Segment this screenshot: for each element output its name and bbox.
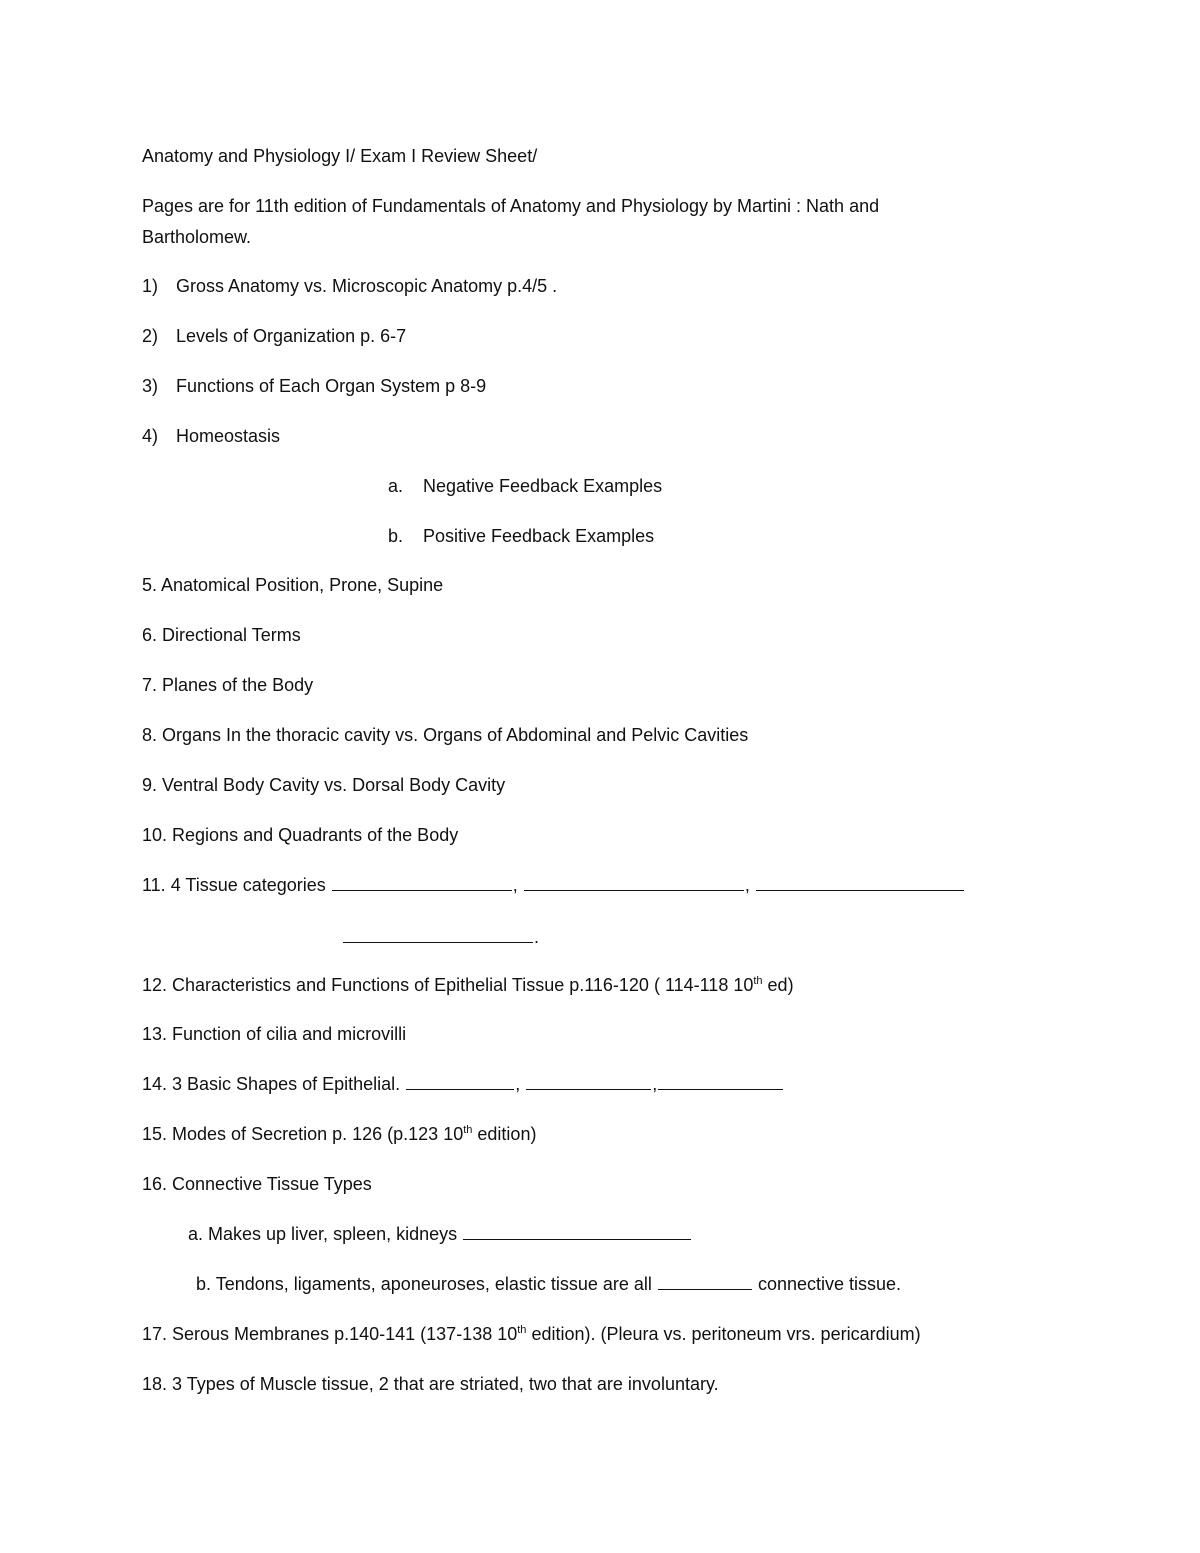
item-text: a. Makes up liver, spleen, kidneys [188, 1224, 458, 1244]
list-item-5: 5. Anatomical Position, Prone, Supine [142, 575, 444, 595]
sub-item-text: Negative Feedback Examples [423, 476, 663, 496]
comma: , [515, 1074, 521, 1094]
fill-in-blank [406, 1088, 514, 1090]
list-item-2 [142, 325, 406, 347]
list-item-11-continued [342, 926, 539, 948]
list-item-7: 7. Planes of the Body [142, 675, 314, 695]
sub-item-b [388, 525, 654, 547]
list-item-16a [188, 1223, 692, 1245]
sub-item-a [388, 475, 662, 497]
item-text: b. Tendons, ligaments, aponeuroses, elastic tissue are all [196, 1274, 652, 1294]
list-item-4 [142, 425, 280, 447]
list-item-17 [142, 1323, 921, 1345]
item-number: 2) [142, 326, 159, 346]
fill-in-blank [524, 889, 744, 891]
list-item-6: 6. Directional Terms [142, 625, 301, 645]
list-item-1 [142, 275, 557, 297]
fill-in-blank [658, 1088, 783, 1090]
list-item-15 [142, 1123, 536, 1145]
comma: , [512, 875, 518, 895]
list-item-11 [142, 874, 965, 896]
list-item-10: 10. Regions and Quadrants of the Body [142, 825, 459, 845]
list-item-13: 13. Function of cilia and microvilli [142, 1024, 407, 1044]
item-text: Gross Anatomy vs. Microscopic Anatomy p.4/5 . [176, 276, 558, 296]
superscript: th [753, 975, 763, 987]
sheet-title: Anatomy and Physiology I/ Exam I Review Sheet/ [142, 146, 538, 166]
list-item-18: 18. 3 Types of Muscle tissue, 2 that are striated, two that are involuntary. [142, 1374, 719, 1394]
sub-item-letter: b. [388, 526, 404, 546]
item-text-end: connective tissue. [757, 1274, 902, 1294]
period: . [534, 927, 540, 947]
item-text: 17. Serous Membranes p.140-141 (137-138 10 [142, 1324, 518, 1344]
superscript: th [517, 1324, 527, 1336]
item-number: 3) [142, 376, 159, 396]
comma: , [744, 875, 750, 895]
sub-item-text: Positive Feedback Examples [423, 526, 655, 546]
fill-in-blank [343, 941, 533, 943]
list-item-16: 16. Connective Tissue Types [142, 1174, 372, 1194]
list-item-14 [142, 1073, 784, 1095]
item-text: Levels of Organization p. 6-7 [176, 326, 407, 346]
fill-in-blank [463, 1238, 691, 1240]
superscript: th [463, 1124, 473, 1136]
item-text-end: edition). (Pleura vs. peritoneum vrs. pericardium) [526, 1324, 921, 1344]
fill-in-blank [658, 1288, 752, 1290]
fill-in-blank [526, 1088, 651, 1090]
item-number: 1) [142, 276, 159, 296]
comma: , [652, 1074, 658, 1094]
fill-in-blank [756, 889, 964, 891]
list-item-16b [196, 1273, 901, 1295]
list-item-3 [142, 375, 486, 397]
sub-item-letter: a. [388, 476, 404, 496]
fill-in-blank [332, 889, 512, 891]
intro-line-2: Bartholomew. [142, 227, 252, 247]
item-text: 15. Modes of Secretion p. 126 (p.123 10 [142, 1124, 464, 1144]
list-item-9: 9. Ventral Body Cavity vs. Dorsal Body Cavity [142, 775, 506, 795]
item-text: Homeostasis [176, 426, 281, 446]
item-text-end: edition) [472, 1124, 537, 1144]
item-text: 11. 4 Tissue categories [142, 875, 326, 895]
item-text-end: ed) [762, 975, 794, 995]
item-text: 12. Characteristics and Functions of Epithelial Tissue p.116-120 ( 114-118 10 [142, 975, 754, 995]
intro-line-1: Pages are for 11th edition of Fundamentals of Anatomy and Physiology by Martini : Nath and [142, 196, 880, 216]
list-item-8: 8. Organs In the thoracic cavity vs. Organs of Abdominal and Pelvic Cavities [142, 725, 749, 745]
item-text: Functions of Each Organ System p 8-9 [176, 376, 487, 396]
item-text: 14. 3 Basic Shapes of Epithelial. [142, 1074, 401, 1094]
list-item-12 [142, 974, 794, 996]
item-number: 4) [142, 426, 159, 446]
